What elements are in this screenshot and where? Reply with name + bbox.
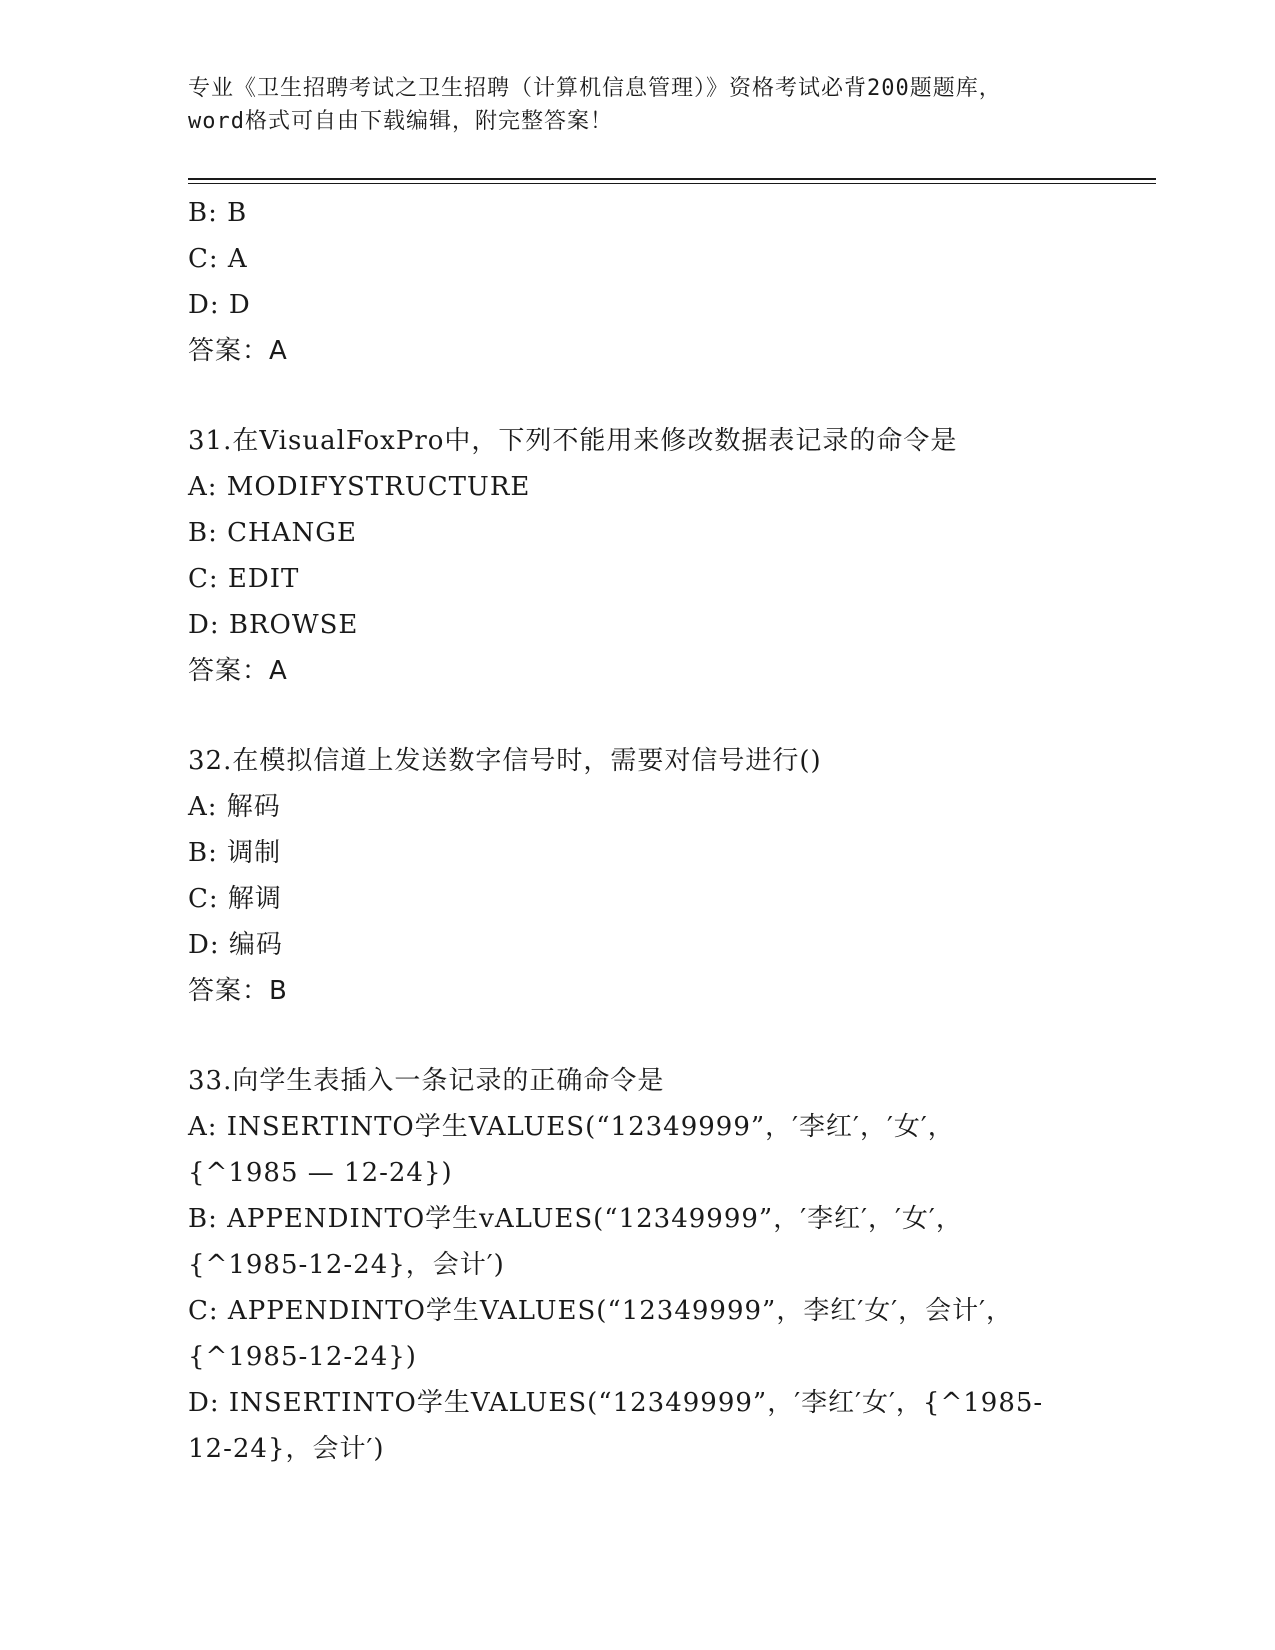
header-line-1: 专业《卫生招聘考试之卫生招聘（计算机信息管理）》资格考试必背200题题库， (188, 76, 1002, 101)
question-list (188, 190, 1088, 1472)
question-block-30 (188, 190, 1088, 374)
option-b-continued: {^1985-12-24}，会计′) (188, 1250, 505, 1280)
document-header (188, 72, 1088, 138)
block-spacer (188, 1014, 1088, 1058)
question-text: 32.在模拟信道上发送数字信号时，需要对信号进行() (188, 746, 822, 776)
answer-line: 答案：B (188, 976, 288, 1006)
option-d: D: INSERTINTO学生VALUES(“12349999”，′李红′女′，{^1985- (188, 1388, 1044, 1418)
option-b: B: 调制 (188, 838, 282, 868)
option-c: C: EDIT (188, 564, 300, 594)
block-spacer (188, 694, 1088, 738)
option-a: A: MODIFYSTRUCTURE (188, 472, 531, 502)
header-rule-thin (188, 183, 1156, 184)
option-d-continued: 12-24}，会计′) (188, 1434, 385, 1464)
option-d: D: D (188, 290, 251, 320)
option-d: D: 编码 (188, 930, 283, 960)
question-block-32 (188, 738, 1088, 1014)
answer-line: 答案：A (188, 336, 288, 366)
option-a: A: INSERTINTO学生VALUES(“12349999”，′李红′，′女′， (188, 1112, 955, 1142)
option-d: D: BROWSE (188, 610, 359, 640)
option-a: A: 解码 (188, 792, 281, 822)
question-block-31 (188, 418, 1088, 694)
option-b: B: APPENDINTO学生vALUES(“12349999”，′李红′，′女′， (188, 1204, 963, 1234)
answer-line: 答案：A (188, 656, 288, 686)
question-text: 31.在VisualFoxPro中，下列不能用来修改数据表记录的命令是 (188, 426, 958, 456)
question-text: 33.向学生表插入一条记录的正确命令是 (188, 1066, 665, 1096)
option-c-continued: {^1985-12-24}) (188, 1342, 417, 1372)
option-b: B: CHANGE (188, 518, 357, 548)
block-spacer (188, 374, 1088, 418)
option-c: C: APPENDINTO学生VALUES(“12349999”，李红′女′，会计′， (188, 1296, 1014, 1326)
option-c: C: 解调 (188, 884, 282, 914)
header-line-2: word格式可自由下载编辑，附完整答案！ (188, 109, 613, 134)
header-rule-thick (188, 178, 1156, 180)
option-b: B: B (188, 198, 248, 228)
question-block-33 (188, 1058, 1088, 1472)
option-a-continued: {^1985 — 12-24}) (188, 1158, 453, 1188)
option-c: C: A (188, 244, 248, 274)
